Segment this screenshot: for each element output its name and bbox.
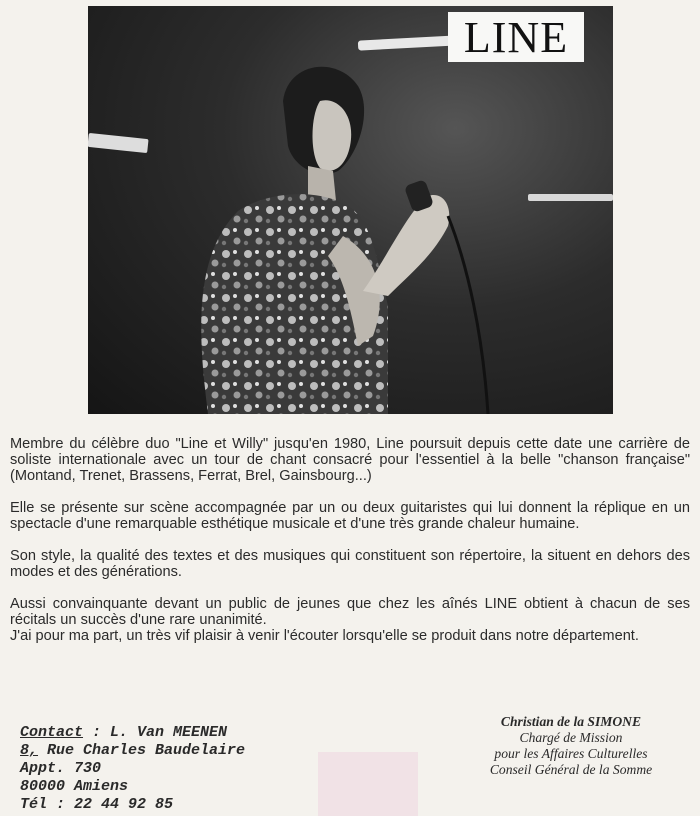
paragraph: Son style, la qualité des textes et des musiques qui constituent son répertoire, la situent en dehors des modes et des générations. — [10, 548, 690, 580]
contact-street: Rue Charles Baudelaire — [38, 742, 246, 759]
paragraph: J'ai pour ma part, un très vif plaisir à venir l'écouter lorsqu'elle se produit dans notre département. — [10, 628, 639, 644]
paragraph: Aussi convainquante devant un public de jeunes que chez les aînés LINE obtient à chacun de ses récitals un succès d'une rare unanimité. — [10, 596, 690, 628]
signatory-line: Conseil Général de la Somme — [489, 762, 653, 777]
contact-name: : L. Van MEENEN — [83, 724, 228, 741]
contact-city: 80000 Amiens — [20, 778, 129, 795]
singer-photo — [88, 6, 613, 414]
contact-tel-label: Tél — [20, 796, 48, 813]
signatory-line: pour les Affaires Culturelles — [494, 746, 648, 761]
signatory-role: Chargé de Mission — [519, 730, 623, 745]
contact-label: Contact — [20, 724, 84, 741]
contact-street-number: 8, — [20, 742, 39, 759]
contact-appt: Appt. 730 — [20, 760, 102, 777]
paragraph: Membre du célèbre duo "Line et Willy" jusqu'en 1980, Line poursuit depuis cette date une carrière de soliste internationale avec un tour de chant consacré pour l'essentiel à la belle "chanson française" (Montand, Trenet, Brassens, Ferrat, Brel, Gainsbourg...) — [10, 436, 690, 484]
contact-tel: : 22 44 92 85 — [47, 796, 174, 813]
title-label: LINE — [448, 12, 584, 62]
signatory-name: Christian de la SIMONE — [500, 714, 642, 729]
singer-silhouette — [88, 6, 613, 414]
signature-block — [440, 714, 700, 778]
paper-stain — [318, 752, 418, 816]
paragraph: Elle se présente sur scène accompagnée par un ou deux guitaristes qui lui donnent la réplique en un spectacle d'une remarquable esthétique musicale et d'une très grande chaleur humaine. — [10, 500, 690, 532]
contact-block — [20, 724, 245, 814]
body-text — [10, 436, 690, 660]
